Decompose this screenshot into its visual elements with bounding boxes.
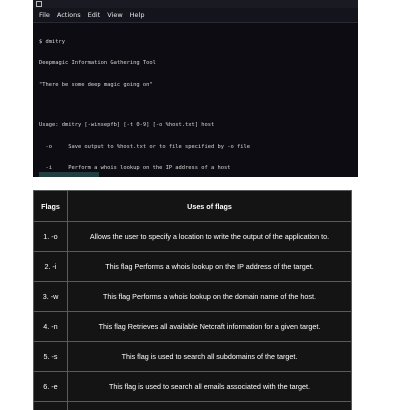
menu-actions[interactable]: Actions bbox=[56, 11, 81, 19]
use-cell: This flag Performs a whois lookup on the domain name of the host. bbox=[68, 282, 352, 312]
use-cell: This flag is used to search all emails associated with the target. bbox=[68, 372, 352, 402]
flag-cell bbox=[34, 402, 68, 410]
flag-cell: 3. -w bbox=[34, 282, 68, 312]
menu-view[interactable]: View bbox=[107, 11, 123, 19]
flag-cell: 6. -e bbox=[34, 372, 68, 402]
terminal-window bbox=[33, 0, 358, 177]
use-cell: Allows the user to specify a location to write the output of the application to. bbox=[68, 222, 352, 252]
terminal-line: -i Perform a whois lookup on the IP address of a host bbox=[39, 164, 231, 171]
flags-table-container bbox=[33, 190, 352, 410]
table-row bbox=[34, 222, 352, 252]
use-cell: This flag Performs a whois lookup on the IP address of the target. bbox=[68, 252, 352, 282]
terminal-line: Usage: dmitry [-winsepfb] [-t 0-9] [-o %host.txt] host bbox=[39, 122, 215, 129]
table-row bbox=[34, 372, 352, 402]
flags-table bbox=[33, 190, 352, 410]
terminal-prompt-remnant bbox=[39, 172, 99, 177]
menu-edit[interactable]: Edit bbox=[87, 11, 101, 19]
use-cell: This flag is used to search all subdomains of the target. bbox=[68, 342, 352, 372]
use-cell: This flag Retrieves all available Netcraft information for a given target. bbox=[68, 312, 352, 342]
terminal-output[interactable] bbox=[33, 23, 358, 177]
flag-cell: 1. -o bbox=[34, 222, 68, 252]
header-flags: Flags bbox=[34, 191, 68, 222]
terminal-line: "There be some deep magic going on" bbox=[39, 81, 153, 88]
flag-cell: 5. -s bbox=[34, 342, 68, 372]
header-uses-of-flags: Uses of flags bbox=[68, 191, 352, 222]
terminal-blank-line bbox=[39, 103, 352, 108]
use-cell bbox=[68, 402, 352, 410]
flag-cell: 2. -i bbox=[34, 252, 68, 282]
flag-cell: 4. -n bbox=[34, 312, 68, 342]
table-row bbox=[34, 402, 352, 410]
terminal-menubar bbox=[33, 8, 358, 23]
terminal-line: -o Save output to %host.txt or to file specified by -o file bbox=[39, 143, 250, 150]
terminal-line: $ dmitry bbox=[39, 39, 65, 46]
menu-help[interactable]: Help bbox=[129, 11, 145, 19]
table-row bbox=[34, 282, 352, 312]
terminal-titlebar bbox=[33, 0, 358, 8]
table-row bbox=[34, 342, 352, 372]
table-row bbox=[34, 252, 352, 282]
terminal-line: Deepmagic Information Gathering Tool bbox=[39, 60, 156, 67]
table-header-row bbox=[34, 191, 352, 222]
menu-file[interactable]: File bbox=[39, 11, 50, 19]
terminal-app-icon[interactable] bbox=[36, 1, 42, 7]
table-row bbox=[34, 312, 352, 342]
